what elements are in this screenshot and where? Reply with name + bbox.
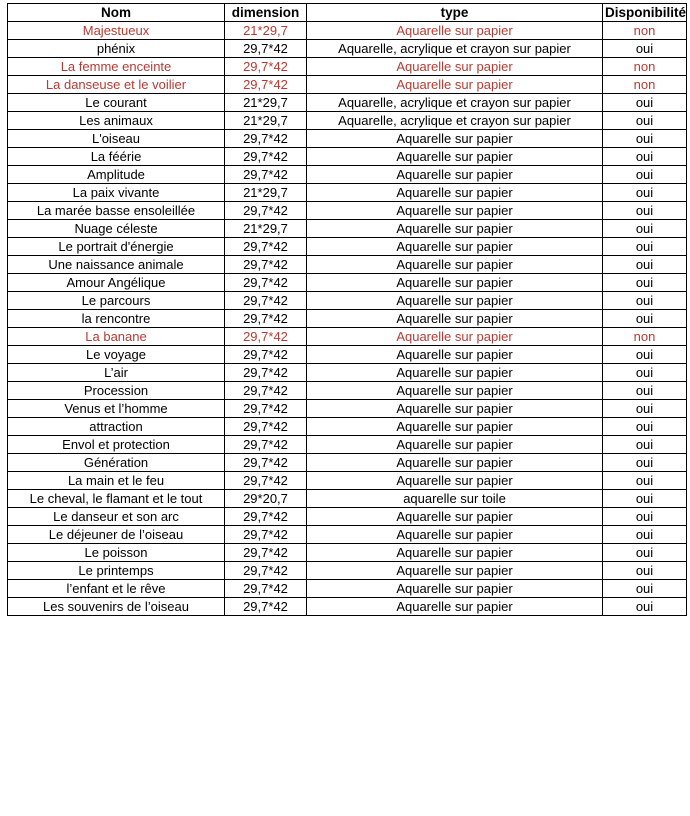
cell-disponibilite: oui [603,112,687,130]
cell-nom: La banane [8,328,225,346]
cell-disponibilite: non [603,328,687,346]
cell-type: Aquarelle sur papier [307,544,603,562]
cell-type: Aquarelle sur papier [307,400,603,418]
header-row [8,4,687,22]
cell-dimension: 21*29,7 [225,22,307,40]
cell-dimension: 29,7*42 [225,598,307,616]
cell-nom: Le déjeuner de l’oiseau [8,526,225,544]
cell-nom: Amplitude [8,166,225,184]
table-row [8,184,687,202]
cell-type: Aquarelle sur papier [307,472,603,490]
cell-type: Aquarelle sur papier [307,526,603,544]
cell-nom: La marée basse ensoleillée [8,202,225,220]
cell-nom: Le parcours [8,292,225,310]
column-header-type: type [307,4,603,22]
table-row [8,94,687,112]
cell-type: Aquarelle sur papier [307,76,603,94]
cell-disponibilite: non [603,76,687,94]
cell-disponibilite: oui [603,526,687,544]
cell-dimension: 29,7*42 [225,346,307,364]
cell-dimension: 21*29,7 [225,94,307,112]
table-row [8,328,687,346]
table-row [8,436,687,454]
cell-dimension: 29,7*42 [225,418,307,436]
table-row [8,148,687,166]
table-row [8,112,687,130]
cell-dimension: 29,7*42 [225,76,307,94]
table-row [8,274,687,292]
cell-disponibilite: oui [603,274,687,292]
cell-dimension: 29,7*42 [225,130,307,148]
table-row [8,346,687,364]
cell-nom: La paix vivante [8,184,225,202]
cell-type: Aquarelle sur papier [307,238,603,256]
cell-dimension: 21*29,7 [225,184,307,202]
cell-disponibilite: oui [603,256,687,274]
cell-dimension: 29,7*42 [225,148,307,166]
cell-type: Aquarelle sur papier [307,418,603,436]
cell-type: Aquarelle sur papier [307,310,603,328]
cell-nom: La main et le feu [8,472,225,490]
cell-nom: Le voyage [8,346,225,364]
table-row [8,382,687,400]
cell-type: Aquarelle sur papier [307,598,603,616]
cell-dimension: 29,7*42 [225,274,307,292]
cell-dimension: 29,7*42 [225,166,307,184]
cell-nom: Envol et protection [8,436,225,454]
cell-dimension: 21*29,7 [225,112,307,130]
cell-nom: Le cheval, le flamant et le tout [8,490,225,508]
cell-disponibilite: oui [603,202,687,220]
cell-type: Aquarelle sur papier [307,382,603,400]
table-row [8,472,687,490]
cell-disponibilite: oui [603,508,687,526]
cell-dimension: 29*20,7 [225,490,307,508]
cell-nom: Venus et l’homme [8,400,225,418]
cell-nom: Le danseur et son arc [8,508,225,526]
cell-type: Aquarelle sur papier [307,58,603,76]
table-row [8,562,687,580]
table-row [8,256,687,274]
table-row [8,202,687,220]
cell-disponibilite: oui [603,310,687,328]
column-header-dimension: dimension [225,4,307,22]
cell-disponibilite: oui [603,436,687,454]
cell-nom: Une naissance animale [8,256,225,274]
cell-disponibilite: oui [603,346,687,364]
cell-disponibilite: oui [603,472,687,490]
cell-type: Aquarelle sur papier [307,328,603,346]
cell-type: Aquarelle sur papier [307,130,603,148]
table-row [8,310,687,328]
cell-dimension: 29,7*42 [225,382,307,400]
cell-nom: Le portrait d'énergie [8,238,225,256]
table-row [8,580,687,598]
table-row [8,508,687,526]
cell-dimension: 21*29,7 [225,220,307,238]
table-row [8,58,687,76]
cell-type: Aquarelle sur papier [307,274,603,292]
cell-disponibilite: oui [603,418,687,436]
cell-disponibilite: oui [603,364,687,382]
cell-type: Aquarelle sur papier [307,220,603,238]
table-row [8,598,687,616]
cell-type: Aquarelle sur papier [307,256,603,274]
cell-disponibilite: oui [603,580,687,598]
cell-nom: La féérie [8,148,225,166]
table-row [8,544,687,562]
cell-type: Aquarelle sur papier [307,166,603,184]
cell-nom: Les souvenirs de l’oiseau [8,598,225,616]
table-row [8,166,687,184]
column-header-disponibilite: Disponibilité [603,4,687,22]
cell-disponibilite: oui [603,220,687,238]
cell-type: Aquarelle sur papier [307,22,603,40]
cell-type: Aquarelle sur papier [307,292,603,310]
cell-type: Aquarelle sur papier [307,562,603,580]
cell-nom: La femme enceinte [8,58,225,76]
cell-nom: attraction [8,418,225,436]
cell-dimension: 29,7*42 [225,454,307,472]
cell-nom: Procession [8,382,225,400]
cell-dimension: 29,7*42 [225,328,307,346]
cell-disponibilite: oui [603,562,687,580]
cell-type: Aquarelle sur papier [307,454,603,472]
cell-type: Aquarelle sur papier [307,364,603,382]
cell-nom: l’enfant et le rêve [8,580,225,598]
cell-nom: Le poisson [8,544,225,562]
table-row [8,40,687,58]
cell-nom: L’air [8,364,225,382]
table-row [8,454,687,472]
artworks-table [7,3,687,616]
cell-disponibilite: non [603,22,687,40]
cell-disponibilite: oui [603,184,687,202]
table-row [8,400,687,418]
cell-disponibilite: oui [603,40,687,58]
table-row [8,238,687,256]
table-body [8,22,687,616]
cell-dimension: 29,7*42 [225,202,307,220]
cell-dimension: 29,7*42 [225,238,307,256]
cell-nom: Majestueux [8,22,225,40]
cell-disponibilite: oui [603,454,687,472]
cell-dimension: 29,7*42 [225,40,307,58]
cell-type: Aquarelle sur papier [307,148,603,166]
cell-disponibilite: oui [603,148,687,166]
cell-dimension: 29,7*42 [225,310,307,328]
cell-nom: Les animaux [8,112,225,130]
table-row [8,220,687,238]
cell-type: Aquarelle sur papier [307,508,603,526]
table-row [8,292,687,310]
cell-disponibilite: oui [603,130,687,148]
cell-type: aquarelle sur toile [307,490,603,508]
cell-dimension: 29,7*42 [225,292,307,310]
cell-nom: la rencontre [8,310,225,328]
cell-type: Aquarelle, acrylique et crayon sur papier [307,94,603,112]
table-row [8,364,687,382]
cell-disponibilite: oui [603,544,687,562]
cell-disponibilite: oui [603,598,687,616]
cell-nom: Le courant [8,94,225,112]
cell-nom: La danseuse et le voilier [8,76,225,94]
cell-disponibilite: oui [603,292,687,310]
cell-type: Aquarelle sur papier [307,436,603,454]
cell-dimension: 29,7*42 [225,508,307,526]
cell-type: Aquarelle sur papier [307,580,603,598]
cell-disponibilite: oui [603,382,687,400]
table-row [8,418,687,436]
cell-type: Aquarelle sur papier [307,184,603,202]
table-row [8,490,687,508]
cell-dimension: 29,7*42 [225,562,307,580]
cell-dimension: 29,7*42 [225,526,307,544]
cell-disponibilite: oui [603,166,687,184]
cell-disponibilite: oui [603,238,687,256]
cell-nom: Le printemps [8,562,225,580]
cell-type: Aquarelle sur papier [307,202,603,220]
cell-dimension: 29,7*42 [225,364,307,382]
cell-nom: Nuage céleste [8,220,225,238]
cell-dimension: 29,7*42 [225,544,307,562]
cell-nom: L'oiseau [8,130,225,148]
table-row [8,76,687,94]
column-header-nom: Nom [8,4,225,22]
cell-nom: Génération [8,454,225,472]
table-row [8,22,687,40]
cell-disponibilite: oui [603,490,687,508]
cell-disponibilite: oui [603,94,687,112]
cell-type: Aquarelle, acrylique et crayon sur papier [307,112,603,130]
cell-dimension: 29,7*42 [225,256,307,274]
cell-dimension: 29,7*42 [225,580,307,598]
cell-disponibilite: non [603,58,687,76]
cell-dimension: 29,7*42 [225,472,307,490]
cell-dimension: 29,7*42 [225,58,307,76]
table-row [8,526,687,544]
cell-disponibilite: oui [603,400,687,418]
cell-nom: phénix [8,40,225,58]
cell-nom: Amour Angélique [8,274,225,292]
cell-type: Aquarelle, acrylique et crayon sur papier [307,40,603,58]
cell-dimension: 29,7*42 [225,436,307,454]
cell-type: Aquarelle sur papier [307,346,603,364]
table-row [8,130,687,148]
cell-dimension: 29,7*42 [225,400,307,418]
